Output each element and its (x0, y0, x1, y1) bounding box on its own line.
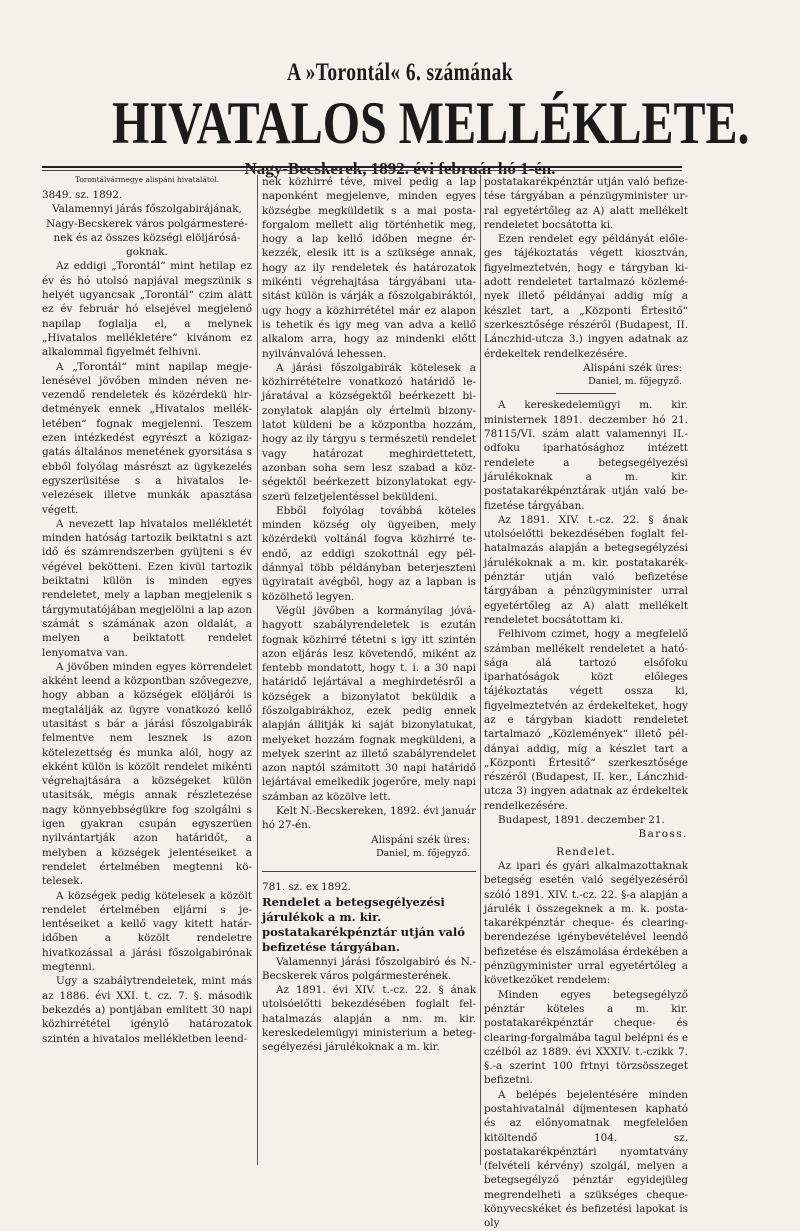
paragraph: Felhivom czimet, hogy a megfelelő számban mellékelt rendeletet a hatósága alá tartozó elsőfoku iparhatóságok közt előleges tájékoztatás végett ossza ki, figyelmeztetvén az érdekelteket, hogy az e tárgyban kiadott rendeletet tartalmazó „Közlemények“ illető példányai addig, míg a készlet tart a „Központi Értesitő“ szerkesztősége részéről (Budapest, II. ker., Lánczhidutcza 3) ingyen adatnak az érdekeltek rendelkezésére. (484, 628, 688, 812)
signature-baross: Baross. (638, 828, 688, 841)
paragraph: A belépés bejelentésére minden postahivatalnál díjmentesen kapható és az előnyomatnak megfelelően kitöltendő 104. sz. postatakarékpénztári nyomtatvány (felvételi kérvény) szolgál, melyen a betegsegélyző pénztár egyidejüleg megrendelheti a szükséges cheque-könyvecskéket és befizetési lapokat is oly (484, 1088, 688, 1230)
paragraph: Ezen rendelet egy példányát előleges tájékoztatás végett kiosztván, figyelmeztetvén, hogy e tárgyban kiadott rendeletet tartalmazó közlemények illető példányai addig míg a készlet tart, a „Központi Értesitő“ szerkesztősége részéről (Budapest, II. Lánczhid-utcza 3.) ingyen adatnak az érdekeltek rendelkezésére. (484, 233, 688, 360)
paragraph: Kelt N.-Becskereken, 1892. évi január hó 27-én. (262, 805, 476, 832)
paragraph: A jövőben minden egyes körrendelet akként leend a központban szővegezve, hogy abban a községek elöljárói is megtalálják az ügyre vonatkozó kellő utasitást s bár a járási főszolgabirák felmentve nem lesznek is azon kötelezettség és munka alól, hogy az ekként külön is közölt rendelet mikénti végrehajtására a községeket külön utasitsák, mégis annak részletezése nagy könnyebbségükre fog szolgálni s igen gyakran csupán egyszerüen nyilvántartják azon határidőt, a melyben a községek jelentéseiket a rendelet értelmében megtenni kötelesek. (42, 660, 252, 888)
signature-name: Daniel, m. főjegyző. (588, 376, 682, 388)
masthead-rule-thick (42, 166, 682, 168)
paragraph: Az eddigi „Torontál“ mint hetilap ez év és hó utolsó napjával megszünik s helyét ugyancsak „Torontál“ czim alatt ez év február hó elsejével megjelenő napilap foglalja el, a melynek „Hivatalos mellékletére“ kivánom ez alkalommal figyelmét felhivni. (42, 260, 252, 359)
paragraph: Az 1891. évi XIV. t.-cz. 22. § ának utolsóelőtti bekezdésében foglalt felhatalmazás alapján a nm. m. kir. kereskedelemügyi ministerium a betegsegélyezési járulékoknak a m. kir. (262, 984, 476, 1054)
paragraph: A kereskedelemügyi m. kir. ministernek 1891. deczember hó 21. 78115/VI. szám alatt valamennyi II.-odfoku iparhatósághoz intézett rendelete a betegsegélyezési járulékoknak a m. kir. postatakarékpénztárak utján való befizetése tárgyában. (484, 399, 688, 512)
column-1 (42, 175, 252, 1165)
reference-number: 3849. sz. 1892. (42, 189, 123, 201)
paragraph: postatakarékpénztár utján való befizetése tárgyában a pénzügyminister urral egyetértőleg az A) alatt mellékelt rendeletet bocsátotta ki. (484, 176, 688, 231)
paragraph: A községek pedig kötelesek a közölt rendelet értelmében eljárni s jelentéseiket a kellő vagy kitett határidőben a közölt rendeletre hivatkozással a járási főszolgabirónak megtenni. (42, 889, 252, 974)
paragraph: A nevezett lap hivatalos mellékletét minden hatóság tartozik beiktatni s azt idő és számrendszerben gyüjteni s év végével bekötteni. Ezen kivül tartozik beiktatni külön is minden egyes rendeletet, mely a lapban megjelenik s tárgymutatójában megjelölni a lap azon számát s számának azon oldalát, a melyen a beiktatott rendelet lenyomatva van. (42, 517, 252, 659)
paragraph: Végül jövőben a kormányilag jóváhagyott szabályrendeletek is ezután fognak közhirré tétetni s igy itt szintén azon eljárás lesz követendő, miként az fentebb mondatott, hogy t. i. a 30 napi határidő lejártával a meghirdetésről a községek a bizonylatot beküldik a főszolgabirákhoz, ezek pedig ennek alapján állitják ki saját bizonylatukat, melyeket hozzám fognak megküldeni, a melyek szerint az illető szabályrendelet azon naptól számitott 30 napi határidő lejártával emelkedik jogerőre, mely napi számban az közölve lett. (262, 604, 476, 803)
column-2 (262, 175, 476, 1165)
addressee: Valamennyi járási főszolgabiró és N.-Becskerek város polgármesterének. (262, 955, 476, 982)
article-headline: Rendelet a betegsegélyezési járulékok a m. kir. postatakarékpénztár utján való befizetése tárgyában. (262, 894, 466, 954)
masthead-dateline: Nagy-Becskerek, 1892. évi február hó 1-én. (244, 159, 556, 178)
paragraph: Minden egyes betegsegélyző pénztár köteles a m. kir. postatakarékpénztár cheque- és clearing-forgalmába tagul belépni és e czélból az 1889. évi XXXIV. t.-czikk 7. §.-a szerint 100 frtnyi törzsösszeget befizetni. (484, 988, 688, 1087)
masthead-title: HIVATALOS MELLÉKLETE. (112, 90, 750, 156)
masthead-kicker: A »Torontál« 6. számának (286, 59, 514, 86)
paragraph: A „Torontál“ mint napilap megjelenésével jövőben minden néven nevezendő rendeletek és közérdekü hirdetmények ennek „Hivatalos mellékletében“ fognak megjelenni. Teszem ezen intézkedést egyrészt a közigazgatás általános menetének gyorsitása s ebből folyólag másrészt az ügykezelés egyszerüsitése s a hivatalos levelezések illetve munkák apasztása végett. (42, 360, 252, 516)
column-3 (484, 175, 688, 1230)
signature-title: Alispáni szék üres: (371, 833, 470, 846)
paragraph: A járási főszolgabirák kötelesek a közhirrétételre vonatkozó határidő lejáratával a községektől beérkezett bizonylatok alapján oly értelmü bizonylatot küldeni be a központba hozzám, hogy az ily tárgyu s természetü rendelet vagy határozat meghirdettetett, azonban soha sem lesz szabad a községektől beérkezett bizonylatokat egyszerü felzetjelentéssel beküldeni. (262, 361, 476, 503)
masthead-rule-thin (42, 170, 682, 171)
subheading-rendelet: Rendelet. (556, 845, 616, 858)
issuing-office: Torontálvármegye alispáni hivatalától. (75, 175, 219, 184)
paragraph: Az ipari és gyári alkalmazottaknak betegség esetén való segélyezéséről szóló 1891. XIV. t.-cz. 22. §-a alapján a járulék i összegeknek a m. k. postatakarékpénztár cheque- és clearingberendezése igénybevételével leendő befizetése és elszámolása érdekében a pénzügyminister urral egyetértőleg a következőket rendelem: (484, 859, 688, 987)
paragraph: Az 1891. XIV. t.-cz. 22. § ának utolsóelőtti bekezdésében foglalt felhatalmazás alapján a betegsegélyzési járulékoknak a m. kir. postatakarékpénztár utján való befizetése tárgyában a pénzügyminister urral egyetértőleg az A) alatt mellékelt rendeletet bocsátottam ki. (484, 513, 688, 626)
masthead (40, 58, 760, 180)
paragraph: Ugy a szabálytrendeletek, mint más az 1886. évi XXI. t. cz. 7. §. második bekezdés a) pontjában emlitett 30 napi közhirrététel igénylő határozatok szintén a hivatalos mellékletben leend- (42, 975, 252, 1045)
signature-name: Daniel, m. főjegyző. (376, 847, 470, 859)
reference-number: 781. sz. ex 1892. (262, 881, 351, 894)
signature-title: Alispáni szék üres: (583, 361, 682, 374)
paragraph: Ebből folyólag továbbá köteles minden község oly ügyeiben, mely közérdekü voltánál fogva közhirré teendő, az eddigi szokottnál egy példánnyal több példányban beterjeszteni ügyiratait avégből, hogy az a lapban is közölhető legyen. (262, 504, 476, 603)
short-divider (556, 393, 616, 394)
addressee: Valamennyi járás főszolgabirájának, Nagy-Becskerek város polgármesterének és az összes községi elöljáróságoknak. (46, 203, 248, 259)
column-divider-2 (480, 175, 481, 1165)
column-divider-1 (257, 175, 258, 1165)
paragraph: nek közhirré téve, mivel pedig a lap naponként megjelenve, minden egyes községbe megküldetik s a mai postaforgalom mellett alig történhetik meg, hogy a lap kellő időben megne érkezzék, elesik itt is a szüksége annak, hogy az ily rendeletek és határozatok mikénti végrehajtása tárgyábani utasitást külön is várják a főszolgabiráktól, ugy hogy a közhirrététel már ez alapon is tehetik és igy meg van adva a kellő alkalom arra, hogy az mindenki előtt nyilvánvalóvá lehessen. (262, 176, 476, 360)
section-divider (262, 871, 476, 872)
dateline-budapest: Budapest, 1891. deczember 21. (498, 814, 665, 827)
